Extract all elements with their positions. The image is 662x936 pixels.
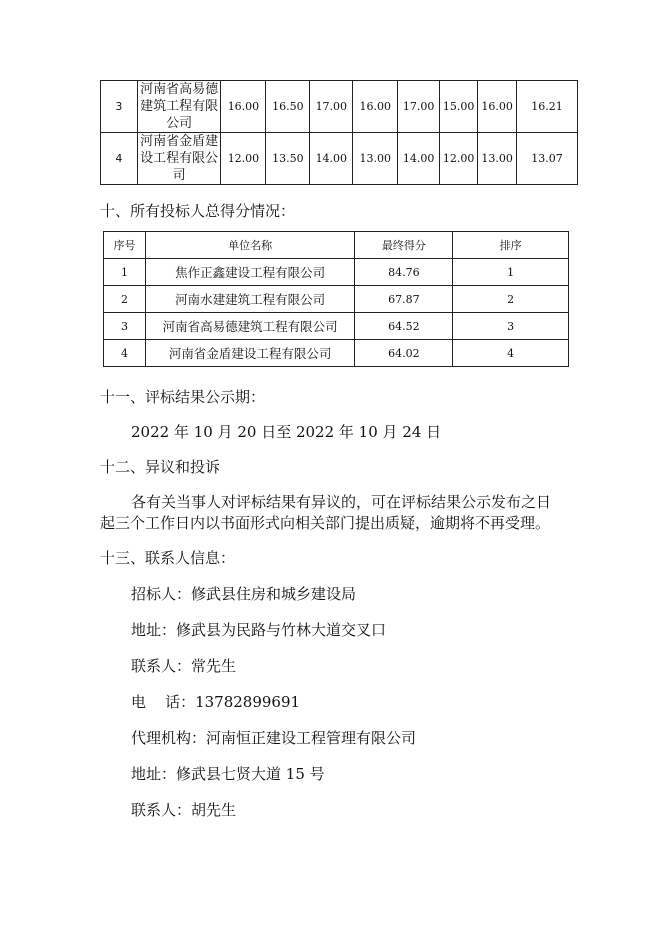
- company-name: 河南省金盾建设工程有限公司: [145, 340, 355, 367]
- score-cell: 14.00: [398, 133, 440, 185]
- table-header-row: [104, 232, 569, 259]
- score-cell: 16.21: [517, 81, 578, 133]
- contact-line: 招标人：修武县住房和城乡建设局: [131, 585, 357, 603]
- rank: 1: [453, 259, 569, 286]
- score-cell: 13.00: [478, 133, 517, 185]
- score-cell: 15.00: [440, 81, 478, 133]
- score-cell: 12.00: [440, 133, 478, 185]
- section-13-title: 十三、联系人信息：: [100, 549, 236, 567]
- contact-line: 联系人：胡先生: [131, 801, 237, 819]
- rank: 3: [453, 313, 569, 340]
- company-name: 河南水建建筑工程有限公司: [145, 286, 355, 313]
- row-number: 2: [104, 286, 146, 313]
- final-score: 84.76: [355, 259, 453, 286]
- score-cell: 16.50: [266, 81, 310, 133]
- rank: 2: [453, 286, 569, 313]
- score-cell: 16.00: [478, 81, 517, 133]
- row-number: 1: [104, 259, 146, 286]
- final-score: 64.52: [355, 313, 453, 340]
- row-number: 4: [104, 340, 146, 367]
- table-row: [101, 133, 578, 185]
- final-score: 64.02: [355, 340, 453, 367]
- table-row: [101, 81, 578, 133]
- table-row: [104, 286, 569, 313]
- section-11-title: 十一、评标结果公示期：: [100, 388, 266, 406]
- contact-line: 代理机构：河南恒正建设工程管理有限公司: [131, 729, 417, 747]
- score-cell: 16.00: [353, 81, 398, 133]
- company-name: 河南省高易德建筑工程有限公司: [137, 81, 221, 133]
- company-name: 河南省金盾建设工程有限公司: [137, 133, 221, 185]
- contact-line: 地址：修武县七贤大道 15 号: [131, 765, 325, 783]
- row-number: 4: [101, 133, 138, 185]
- table-row: [104, 313, 569, 340]
- rank: 4: [453, 340, 569, 367]
- row-number: 3: [101, 81, 138, 133]
- section-10-title: 十、所有投标人总得分情况：: [100, 202, 296, 220]
- score-cell: 16.00: [221, 81, 266, 133]
- score-cell: 13.00: [353, 133, 398, 185]
- contact-line: 电 话：13782899691: [131, 693, 301, 711]
- total-score-table: [103, 231, 569, 367]
- publicity-period: 2022 年 10 月 20 日至 2022 年 10 月 24 日: [131, 423, 442, 441]
- score-cell: 13.07: [517, 133, 578, 185]
- column-header: 排序: [453, 232, 569, 259]
- table-row: [104, 259, 569, 286]
- row-number: 3: [104, 313, 146, 340]
- score-cell: 17.00: [310, 81, 353, 133]
- score-detail-table: [100, 80, 578, 185]
- contact-line: 地址：修武县为民路与竹林大道交叉口: [131, 621, 387, 639]
- score-cell: 17.00: [398, 81, 440, 133]
- score-cell: 13.50: [266, 133, 310, 185]
- company-name: 河南省高易德建筑工程有限公司: [145, 313, 355, 340]
- final-score: 67.87: [355, 286, 453, 313]
- column-header: 单位名称: [145, 232, 355, 259]
- score-cell: 12.00: [221, 133, 266, 185]
- objection-text-2: 起三个工作日内以书面形式向相关部门提出质疑，逾期将不再受理。: [100, 514, 551, 532]
- contact-line: 联系人：常先生: [131, 657, 237, 675]
- company-name: 焦作正鑫建设工程有限公司: [145, 259, 355, 286]
- score-cell: 14.00: [310, 133, 353, 185]
- column-header: 最终得分: [355, 232, 453, 259]
- objection-text-1: 各有关当事人对评标结果有异议的，可在评标结果公示发布之日: [131, 493, 552, 511]
- table-row: [104, 340, 569, 367]
- column-header: 序号: [104, 232, 146, 259]
- section-12-title: 十二、异议和投诉: [100, 458, 221, 476]
